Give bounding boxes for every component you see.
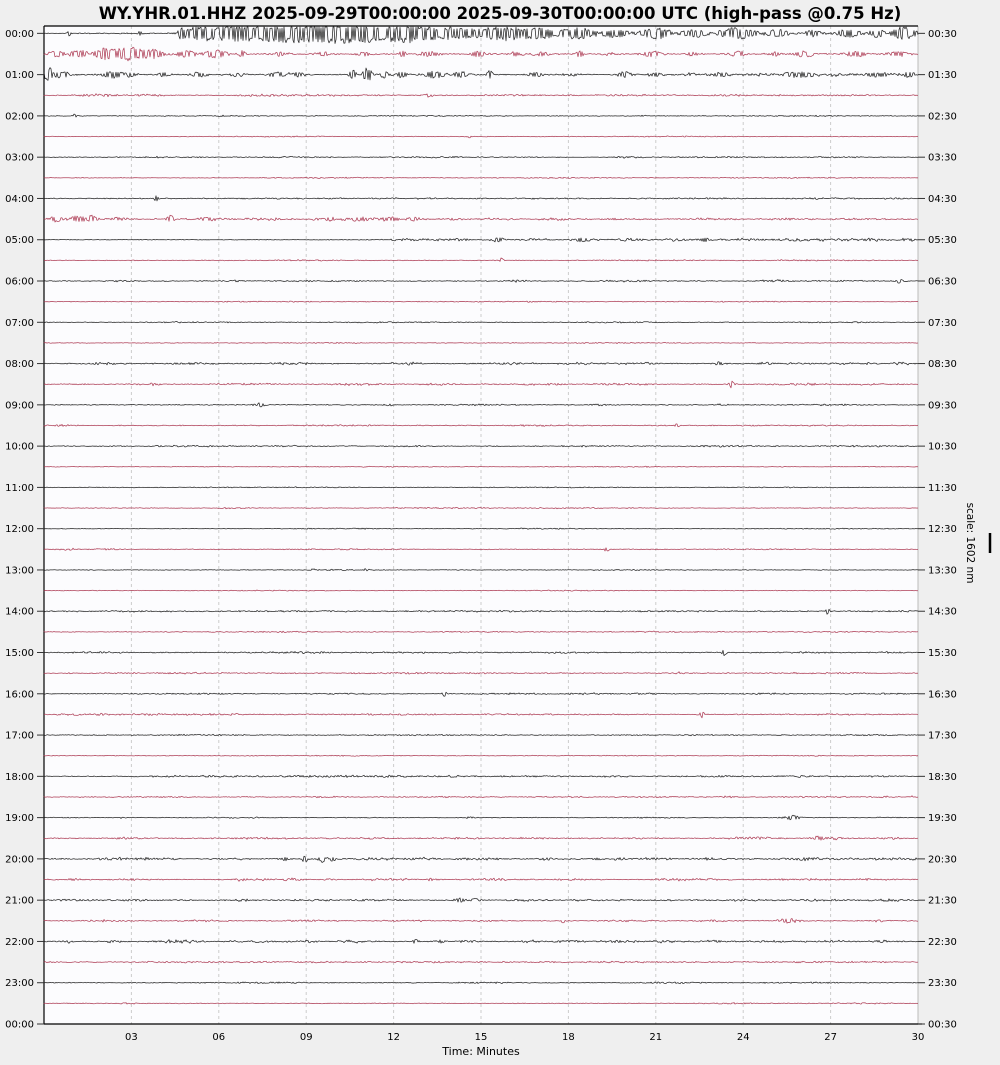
y-label-left: 05:00 xyxy=(5,235,34,247)
y-label-right: 21:30 xyxy=(928,895,957,907)
y-label-right: 18:30 xyxy=(928,771,957,783)
y-label-right: 17:30 xyxy=(928,730,957,742)
y-label-right: 15:30 xyxy=(928,648,957,660)
y-label-left: 21:00 xyxy=(5,895,34,907)
y-label-left: 20:00 xyxy=(5,854,34,866)
y-label-left: 10:00 xyxy=(5,441,34,453)
y-label-right: 10:30 xyxy=(928,441,957,453)
x-tick-label: 27 xyxy=(824,1032,837,1043)
y-label-left: 16:00 xyxy=(5,689,34,701)
y-label-left: 17:00 xyxy=(5,730,34,742)
y-label-right: 22:30 xyxy=(928,936,957,948)
y-label-left: 02:00 xyxy=(5,111,34,123)
y-label-left: 19:00 xyxy=(5,813,34,825)
y-label-left: 00:00 xyxy=(5,28,34,40)
y-label-right: 02:30 xyxy=(928,111,957,123)
y-label-right: 07:30 xyxy=(928,317,957,329)
y-label-left: 08:00 xyxy=(5,359,34,371)
y-label-left: 07:00 xyxy=(5,317,34,329)
y-label-right: 03:30 xyxy=(928,152,957,164)
y-label-right: 12:30 xyxy=(928,524,957,536)
y-label-left: 03:00 xyxy=(5,152,34,164)
y-label-right: 04:30 xyxy=(928,193,957,205)
y-label-right: 23:30 xyxy=(928,978,957,990)
x-tick-label: 15 xyxy=(474,1032,488,1043)
y-label-right: 20:30 xyxy=(928,854,957,866)
x-tick-label: 18 xyxy=(562,1032,575,1043)
y-label-left: 18:00 xyxy=(5,771,34,783)
y-label-left: 23:00 xyxy=(5,978,34,990)
scale-label: scale: 1602 nm xyxy=(964,502,976,584)
y-label-left: 09:00 xyxy=(5,400,34,412)
x-tick-label: 24 xyxy=(736,1032,750,1043)
y-label-right: 01:30 xyxy=(928,70,957,82)
y-label-right: 11:30 xyxy=(928,482,957,494)
y-label-right: 00:30 xyxy=(928,28,957,40)
y-label-left: 04:00 xyxy=(5,193,34,205)
x-tick-label: 21 xyxy=(649,1032,663,1043)
y-label-right: 14:30 xyxy=(928,606,957,618)
x-tick-label: 06 xyxy=(212,1032,226,1043)
y-label-left: 22:00 xyxy=(5,936,34,948)
y-label-left: 14:00 xyxy=(5,606,34,618)
y-label-left: 06:00 xyxy=(5,276,34,288)
chart-title: WY.YHR.01.HHZ 2025-09-29T00:00:00 2025-09-30T00:00:00 UTC (high-pass @0.75 Hz) xyxy=(98,4,902,23)
y-label-left: 01:00 xyxy=(5,70,34,82)
y-label-left: 00:00 xyxy=(5,1019,34,1031)
x-tick-label: 03 xyxy=(125,1032,138,1043)
y-label-right: 09:30 xyxy=(928,400,957,412)
x-axis-title: Time: Minutes xyxy=(442,1045,520,1058)
y-label-right: 00:30 xyxy=(928,1019,957,1031)
x-tick-label: 09 xyxy=(299,1032,313,1043)
y-label-right: 13:30 xyxy=(928,565,957,577)
x-tick-label: 30 xyxy=(911,1032,925,1043)
y-label-right: 06:30 xyxy=(928,276,957,288)
y-label-left: 12:00 xyxy=(5,524,34,536)
y-label-right: 08:30 xyxy=(928,359,957,371)
y-label-right: 05:30 xyxy=(928,235,957,247)
y-label-left: 15:00 xyxy=(5,648,34,660)
y-label-right: 16:30 xyxy=(928,689,957,701)
y-label-left: 13:00 xyxy=(5,565,34,577)
y-label-left: 11:00 xyxy=(5,482,34,494)
y-label-right: 19:30 xyxy=(928,813,957,825)
x-tick-label: 12 xyxy=(387,1032,400,1043)
